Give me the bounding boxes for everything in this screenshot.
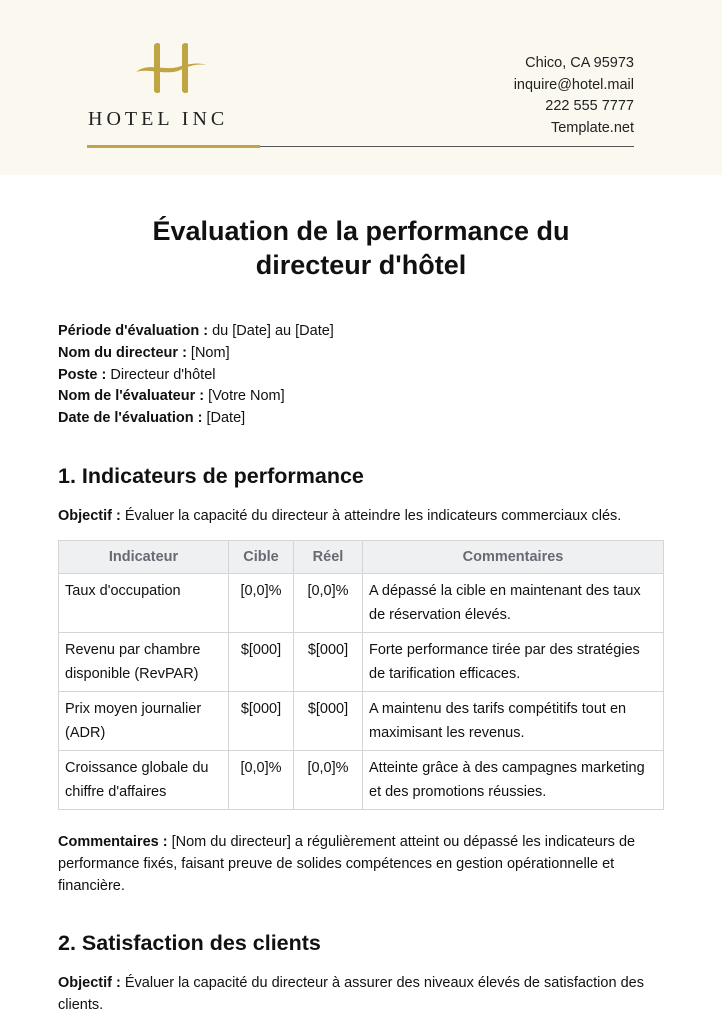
cell-comment: A maintenu des tarifs compétitifs tout en maximisant les revenus. [363,692,664,751]
section-1-comments: Commentaires : [Nom du directeur] a régulièrement atteint ou dépassé les indicateurs de performance fixés, faisant preuve de solides compétences en gestion opérationnelle et financière. [58,834,636,894]
info-director-name: Nom du directeur : [Nom] [58,344,230,361]
section-1-title: 1. Indicateurs de performance [58,464,364,488]
cell-indicator: Taux d'occupation [59,574,229,633]
cell-target: $[000] [229,692,294,751]
gold-divider [87,145,260,148]
contact-phone: 222 555 7777 [545,98,634,114]
contact-email[interactable]: inquire@hotel.mail [513,76,634,93]
cell-indicator: Revenu par chambre disponible (RevPAR) [59,633,229,692]
table-row [59,574,664,633]
contact-website[interactable]: Template.net [550,119,634,136]
section-2-title: 2. Satisfaction des clients [58,931,321,955]
hotel-logo-mark-icon [134,40,208,96]
cell-indicator: Prix moyen journalier (ADR) [59,692,229,751]
cell-comment: Forte performance tirée par des stratégies de tarification efficaces. [363,633,664,692]
document-title [0,214,722,282]
col-header-actual: Réel [294,541,363,574]
table-header-row [59,541,664,574]
info-evaluation-date: Date de l'évaluation : [Date] [58,410,246,427]
header-divider [260,146,634,147]
hotel-logo-text: HOTEL INC [88,108,229,130]
cell-actual: [0,0]% [294,751,363,810]
performance-table [58,540,664,810]
info-evaluator-name: Nom de l'évaluateur : [Votre Nom] [58,388,285,405]
letterhead [0,0,722,175]
section-1-objective: Objectif : Évaluer la capacité du directeur à atteindre les indicateurs commerciaux clés. [58,508,622,524]
info-period: Période d'évaluation : du [Date] au [Date] [58,323,334,339]
contact-address: Chico, CA 95973 [525,55,634,71]
evaluation-info [58,321,334,430]
cell-target: [0,0]% [229,574,294,633]
cell-indicator: Croissance globale du chiffre d'affaires [59,751,229,810]
col-header-indicator: Indicateur [59,541,229,574]
contact-block [514,53,634,139]
cell-target: $[000] [229,633,294,692]
cell-target: [0,0]% [229,751,294,810]
table-row [59,751,664,810]
title-line-2: directeur d'hôtel [255,250,467,280]
cell-actual: $[000] [294,633,363,692]
col-header-target: Cible [229,541,294,574]
section-2-objective: Objectif : Évaluer la capacité du directeur à assurer des niveaux élevés de satisfaction des clients. [58,975,644,1013]
title-line-1: Évaluation de la performance du [152,216,570,246]
cell-comment: Atteinte grâce à des campagnes marketing et des promotions réussies. [363,751,664,810]
cell-actual: [0,0]% [294,574,363,633]
info-position: Poste : Directeur d'hôtel [58,366,216,383]
col-header-comments: Commentaires [363,541,664,574]
table-row [59,633,664,692]
table-row [59,692,664,751]
cell-comment: A dépassé la cible en maintenant des taux de réservation élevés. [363,574,664,633]
cell-actual: $[000] [294,692,363,751]
